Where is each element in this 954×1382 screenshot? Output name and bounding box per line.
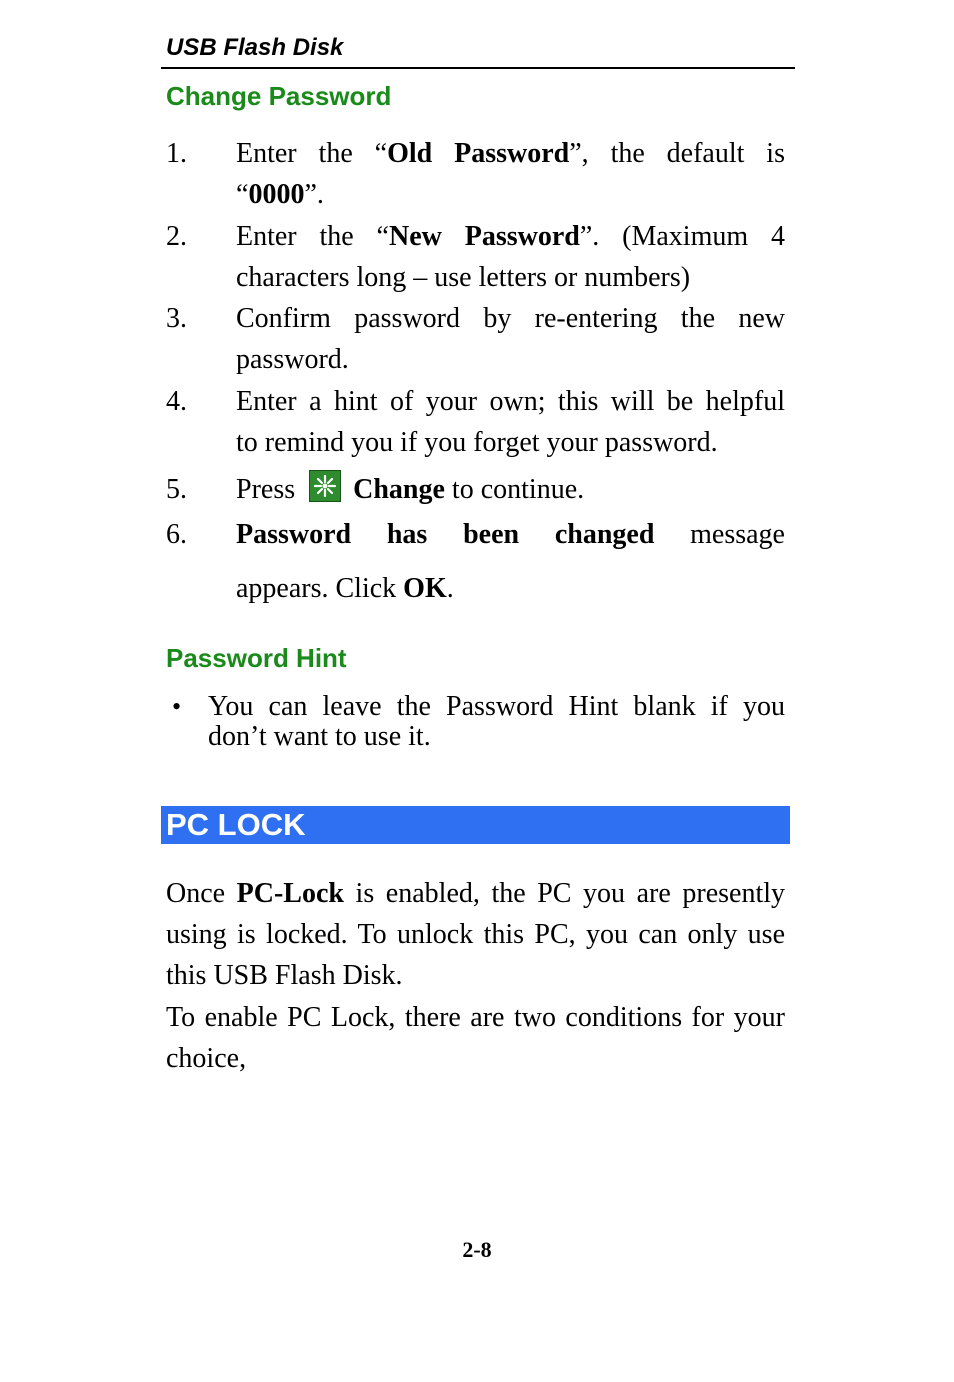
step-1-line-1: Enter the “Old Password”, the default is [236, 138, 785, 169]
pc-lock-paragraph-1: Once PC-Lock is enabled, the PC you are presently using is locked. To unlock this PC, you can only use this USB Flash Disk. [166, 878, 785, 991]
pc-lock-paragraph-2: To enable PC Lock, there are two conditions for your choice, [166, 1002, 785, 1074]
step-6-number: 6. [166, 519, 187, 550]
page-number: 2-8 [462, 1237, 492, 1262]
step-4-line-1: Enter a hint of your own; this will be helpful [236, 386, 785, 417]
step-2-text [236, 216, 785, 298]
step-6-text [236, 514, 785, 555]
step-6-line-1: Password has been changed message [236, 519, 785, 550]
running-header: USB Flash Disk [166, 34, 344, 61]
change-icon [309, 470, 341, 502]
step-5-number: 5. [166, 474, 187, 505]
hint-line-2: don’t want to use it. [208, 721, 431, 752]
step-3-text [236, 298, 785, 380]
step-3-line-1: Confirm password by re-entering the new [236, 303, 785, 334]
password-hint-bullet-text [208, 692, 785, 752]
step-3-line-2: password. [236, 344, 349, 375]
step-1-number: 1. [166, 138, 187, 169]
hint-line-1: You can leave the Password Hint blank if you [208, 691, 785, 722]
password-hint-heading: Password Hint [166, 643, 347, 673]
step-6-line-2: appears. Click OK. [236, 573, 454, 604]
step-1-line-2: “0000”. [236, 179, 324, 210]
pc-lock-banner [161, 806, 790, 844]
step-4-line-2: to remind you if you forget your password. [236, 427, 718, 458]
step-3-number: 3. [166, 303, 187, 334]
step-2-line-2: characters long – use letters or numbers) [236, 262, 691, 293]
bullet-dot: • [172, 692, 182, 721]
step-2-line-1: Enter the “New Password”. (Maximum 4 [236, 221, 785, 252]
step-1-text [236, 133, 785, 215]
change-password-heading: Change Password [166, 81, 392, 111]
step-2-number: 2. [166, 221, 187, 252]
pc-lock-title: PC LOCK [166, 807, 306, 842]
header-rule [161, 67, 795, 69]
step-5-text: Press Change to continue. [236, 469, 785, 510]
step-4-number: 4. [166, 386, 187, 417]
step-4-text [236, 381, 785, 463]
